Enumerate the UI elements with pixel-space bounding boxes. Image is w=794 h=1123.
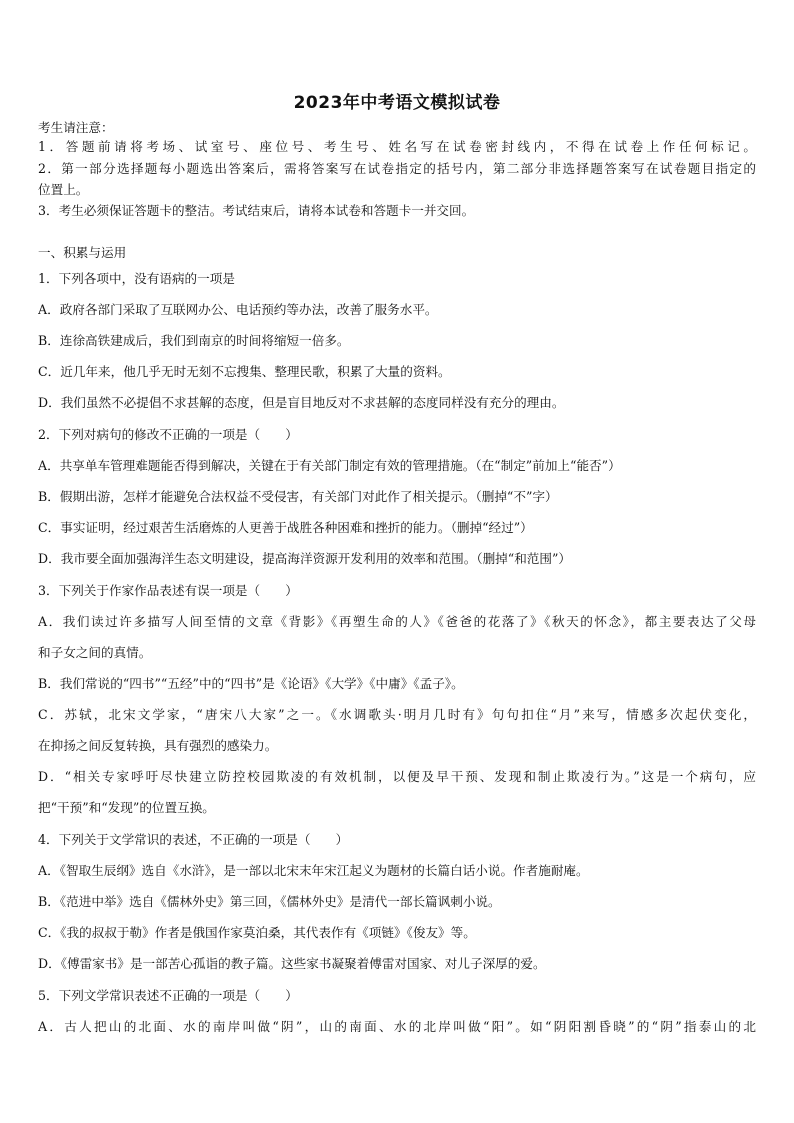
question-stem: 4．下列关于文学常识的表述，不正确的一项是（ ） bbox=[38, 832, 349, 847]
question-option: D．《傅雷家书》是一部苦心孤诣的教子篇。这些家书凝聚着傅雷对国家、对儿子深厚的爱。 bbox=[38, 956, 546, 971]
notice-item: 3．考生必须保证答题卡的整洁。考试结束后，请将本试卷和答题卡一并交回。 bbox=[38, 203, 475, 218]
question-option: B．假期出游，怎样才能避免合法权益不受侵害，有关部门对此作了相关提示。（删掉“不”字） bbox=[38, 489, 558, 504]
question-option: B．我们常说的“四书”“五经”中的“四书”是《论语》《大学》《中庸》《孟子》。 bbox=[38, 676, 464, 691]
question-option: A．古人把山的北面、水的南岸叫做“阴”，山的南面、水的北岸叫做“阳”。如“阴阳割昏晓”的“阴”指泰山的北 bbox=[38, 1019, 756, 1034]
question-option: A．共享单车管理难题能否得到解决，关键在于有关部门制定有效的管理措施。（在“制定”前加上“能否”） bbox=[38, 458, 621, 473]
notice-item: 2．第一部分选择题每小题选出答案后，需将答案写在试卷指定的括号内，第二部分非选择题答案写在试卷题目指定的 bbox=[38, 161, 756, 176]
question-option: C．事实证明，经过艰苦生活磨炼的人更善于战胜各种困难和挫折的能力。（删掉“经过”） bbox=[38, 520, 533, 535]
question-option: D．“相关专家呼吁尽快建立防控校园欺凌的有效机制，以便及早干预、发现和制止欺凌行为。”这是一个病句，应 bbox=[38, 769, 756, 784]
question-option: A．政府各部门采取了互联网办公、电话预约等办法，改善了服务水平。 bbox=[38, 302, 438, 317]
question-option-continued: 和子女之间的真情。 bbox=[38, 645, 152, 660]
notice-heading: 考生请注意： bbox=[38, 120, 114, 135]
question-option: D．我们虽然不必提倡不求甚解的态度，但是盲目地反对不求甚解的态度同样没有充分的理由。 bbox=[38, 395, 565, 410]
question-option: D．我市要全面加强海洋生态文明建设，提高海洋资源开发利用的效率和范围。（删掉“和范围”） bbox=[38, 551, 572, 566]
question-stem: 3．下列关于作家作品表述有误一项是（ ） bbox=[38, 583, 298, 598]
question-option: B．连徐高铁建成后，我们到南京的时间将缩短一倍多。 bbox=[38, 333, 350, 348]
question-option: C．近几年来，他几乎无时无刻不忘搜集、整理民歌，积累了大量的资料。 bbox=[38, 364, 451, 379]
notice-item: 位置上。 bbox=[38, 182, 89, 197]
question-stem: 2．下列对病句的修改不正确的一项是（ ） bbox=[38, 427, 298, 442]
question-option: A．《智取生辰纲》选自《水浒》，是一部以北宋末年宋江起义为题材的长篇白话小说。作者施耐庵。 bbox=[38, 863, 589, 878]
notice-item: 1．答题前请将考场、试室号、座位号、考生号、姓名写在试卷密封线内，不得在试卷上作任何标记。 bbox=[38, 139, 756, 154]
question-stem: 1．下列各项中，没有语病的一项是 bbox=[38, 271, 235, 286]
question-option: C．《我的叔叔于勒》作者是俄国作家莫泊桑，其代表作有《项链》《俊友》等。 bbox=[38, 925, 476, 940]
question-option-continued: 把“干预”和“发现”的位置互换。 bbox=[38, 800, 215, 815]
question-option: B．《范进中举》选自《儒林外史》第三回，《儒林外史》是清代一部长篇讽刺小说。 bbox=[38, 894, 501, 909]
exam-title: 2023年中考语文模拟试卷 bbox=[293, 93, 501, 113]
question-option-continued: 在抑扬之间反复转换，具有强烈的感染力。 bbox=[38, 738, 278, 753]
question-stem: 5．下列文学常识表述不正确的一项是（ ） bbox=[38, 988, 298, 1003]
question-option: C．苏轼，北宋文学家，“唐宋八大家”之一。《水调歌头·明月几时有》句句扣住“月”来写，情感多次起伏变化， bbox=[38, 707, 756, 722]
question-option: A．我们读过许多描写人间至情的文章《背影》《再塑生命的人》《爸爸的花落了》《秋天的怀念》，都主要表达了父母 bbox=[38, 614, 756, 629]
section-heading: 一、积累与运用 bbox=[38, 245, 127, 260]
